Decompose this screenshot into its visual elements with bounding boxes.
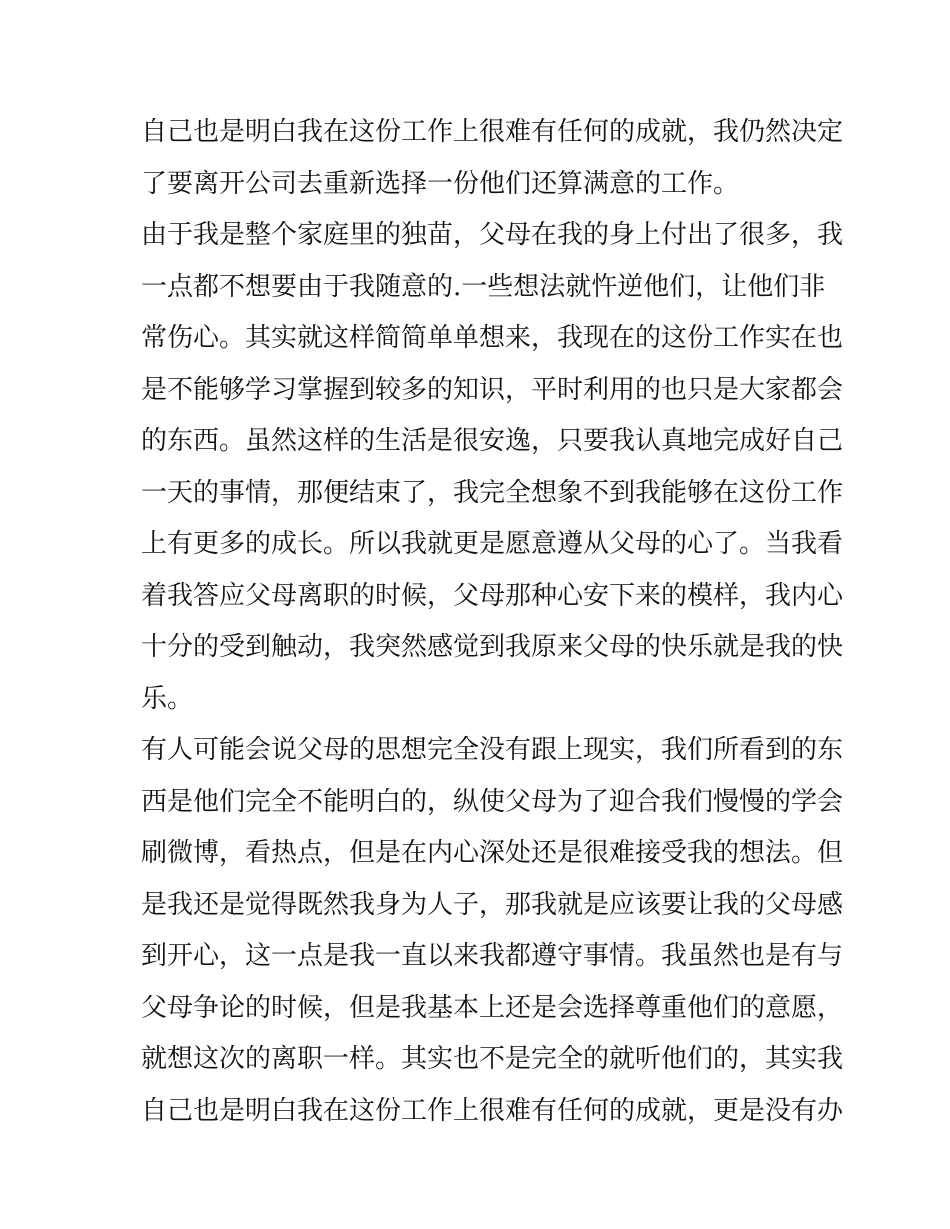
text-line: 父母争论的时候，但是我基本上还是会选择尊重他们的意愿， [141, 992, 844, 1023]
text-line: 的东西。虽然这样的生活是很安逸，只要我认真地完成好自己 [141, 426, 844, 456]
text-line: 上有更多的成长。所以我就更是愿意遵从父母的心了。当我看 [141, 529, 844, 559]
text-line: 自己也是明白我在这份工作上很难有任何的成就，更是没有办 [141, 1095, 844, 1126]
text-line: 常伤心。其实就这样简简单单想来，我现在的这份工作实在也 [141, 323, 844, 353]
text-line: 自己也是明白我在这份工作上很难有任何的成就，我仍然决定 [141, 117, 844, 147]
text-line: 一天的事情，那便结束了，我完全想象不到我能够在这份工作 [141, 477, 844, 508]
body-text [141, 107, 844, 1137]
text-line: 一点都不想要由于我随意的.一些想法就忤逆他们，让他们非 [141, 271, 826, 302]
text-line: 十分的受到触动，我突然感觉到我原来父母的快乐就是我的快 [141, 632, 844, 662]
text-line: 就想这次的离职一样。其实也不是完全的就听他们的，其实我 [141, 1044, 844, 1074]
text-line: 西是他们完全不能明白的，纵使父母为了迎合我们慢慢的学会 [141, 786, 844, 817]
text-line: 有人可能会说父母的思想完全没有跟上现实，我们所看到的东 [141, 735, 844, 765]
text-line: 由于我是整个家庭里的独苗，父母在我的身上付出了很多，我 [141, 220, 844, 250]
text-line: 乐。 [141, 683, 194, 714]
text-line: 是不能够学习掌握到较多的知识，平时利用的也只是大家都会 [141, 374, 844, 405]
text-line: 着我答应父母离职的时候，父母那种心安下来的模样，我内心 [141, 580, 844, 611]
text-line: 刷微博，看热点，但是在内心深处还是很难接受我的想法。但 [141, 838, 844, 868]
text-line: 到开心，这一点是我一直以来我都遵守事情。我虽然也是有与 [141, 941, 844, 971]
text-line: 是我还是觉得既然我身为人子，那我就是应该要让我的父母感 [141, 889, 844, 920]
text-line: 了要离开公司去重新选择一份他们还算满意的工作。 [141, 168, 740, 199]
